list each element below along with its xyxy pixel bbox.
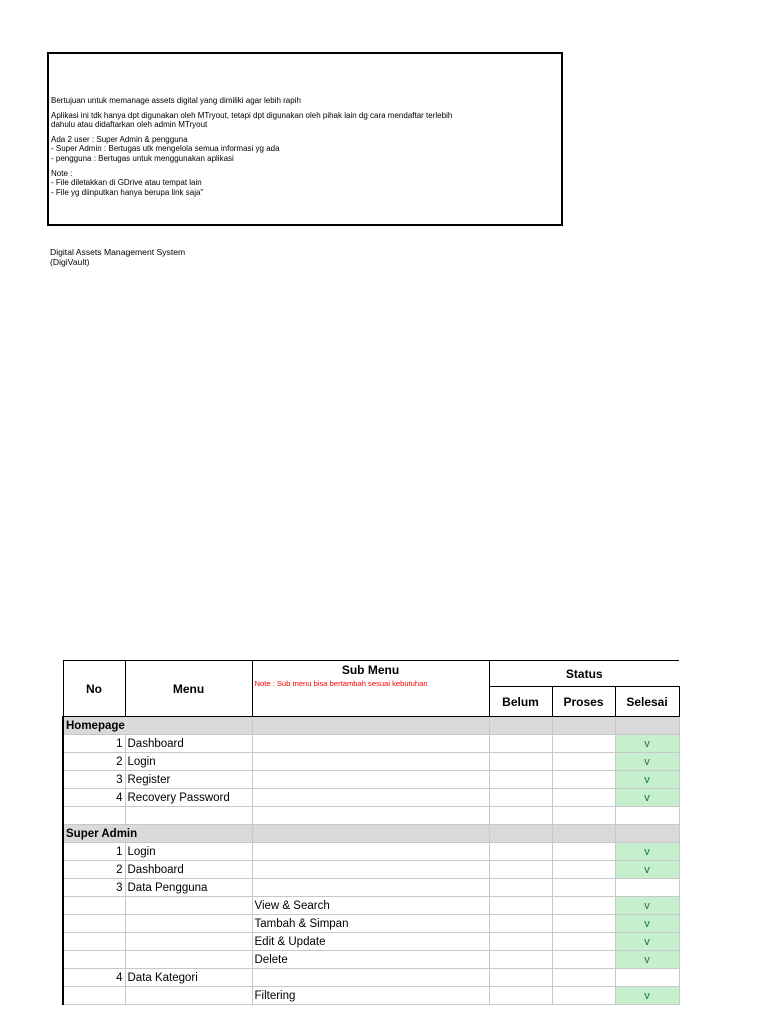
cell-selesai <box>615 717 679 735</box>
cell-sub-menu <box>252 735 489 753</box>
cell-selesai <box>615 879 679 897</box>
cell-menu <box>125 933 252 951</box>
cell-proses <box>552 825 615 843</box>
usage-line-2: dahulu atau didaftarkan oleh admin MTryout <box>51 120 208 130</box>
cell-belum <box>489 807 552 825</box>
table-row <box>63 879 679 897</box>
table-row <box>63 807 679 825</box>
table-row <box>63 969 679 987</box>
app-title-block <box>50 247 185 267</box>
table-row <box>63 915 679 933</box>
cell-selesai: v <box>615 753 679 771</box>
cell-menu <box>125 897 252 915</box>
cell-proses <box>552 843 615 861</box>
cell-no <box>63 933 125 951</box>
app-name: Digital Assets Management System <box>50 247 186 257</box>
cell-menu <box>125 807 252 825</box>
cell-selesai <box>615 969 679 987</box>
note-line-1: - File diletakkan di GDrive atau tempat lain <box>51 178 202 188</box>
cell-belum <box>489 951 552 969</box>
cell-sub-menu <box>252 717 489 735</box>
header-sub-menu <box>252 661 489 717</box>
table-row <box>63 987 679 1005</box>
cell-selesai: v <box>615 951 679 969</box>
header-status: Status <box>489 661 679 687</box>
cell-belum <box>489 771 552 789</box>
users-line-1: Ada 2 user : Super Admin & pengguna <box>51 134 188 144</box>
cell-proses <box>552 879 615 897</box>
section-row <box>63 825 679 843</box>
cell-proses <box>552 933 615 951</box>
feature-status-table <box>62 660 680 1005</box>
cell-belum <box>489 789 552 807</box>
cell-no: 2 <box>63 753 125 771</box>
cell-no: Homepage <box>63 717 252 735</box>
cell-proses <box>552 717 615 735</box>
cell-proses <box>552 807 615 825</box>
cell-menu: Register <box>125 771 252 789</box>
header-menu: Menu <box>125 661 252 717</box>
cell-no: 4 <box>63 789 125 807</box>
cell-no: 2 <box>63 861 125 879</box>
cell-no: Super Admin <box>63 825 252 843</box>
cell-selesai <box>615 825 679 843</box>
cell-menu: Data Pengguna <box>125 879 252 897</box>
cell-no: 1 <box>63 843 125 861</box>
table-row <box>63 789 679 807</box>
cell-selesai: v <box>615 987 679 1005</box>
table-row <box>63 951 679 969</box>
cell-proses <box>552 951 615 969</box>
cell-sub-menu: View & Search <box>252 897 489 915</box>
cell-proses <box>552 789 615 807</box>
cell-menu: Login <box>125 753 252 771</box>
cell-proses <box>552 969 615 987</box>
users-text <box>51 135 561 164</box>
section-row <box>63 717 679 735</box>
header-no: No <box>63 661 125 717</box>
purpose-text <box>51 96 561 106</box>
cell-selesai: v <box>615 915 679 933</box>
purpose-line: Bertujuan untuk memanage assets digital yang dimiliki agar lebih rapih <box>51 96 301 105</box>
cell-selesai: v <box>615 789 679 807</box>
users-line-2: - Super Admin : Bertugas utk mengelola semua informasi yg ada <box>51 144 280 154</box>
cell-sub-menu: Edit & Update <box>252 933 489 951</box>
cell-sub-menu <box>252 861 489 879</box>
cell-sub-menu <box>252 789 489 807</box>
cell-sub-menu <box>252 807 489 825</box>
cell-no: 1 <box>63 735 125 753</box>
usage-text <box>51 111 561 130</box>
users-line-3: - pengguna : Bertugas untuk menggunakan aplikasi <box>51 153 234 163</box>
header-proses: Proses <box>552 687 615 717</box>
table-row <box>63 861 679 879</box>
cell-sub-menu: Delete <box>252 951 489 969</box>
app-short-name: (DigiVault) <box>50 257 90 267</box>
cell-belum <box>489 879 552 897</box>
cell-proses <box>552 735 615 753</box>
table-row <box>63 771 679 789</box>
note-line-2: - File yg diinputkan hanya berupa link saja" <box>51 187 204 197</box>
header-belum: Belum <box>489 687 552 717</box>
cell-no: 4 <box>63 969 125 987</box>
note-title: Note : <box>51 168 73 178</box>
description-box <box>47 52 563 226</box>
cell-belum <box>489 897 552 915</box>
cell-sub-menu: Filtering <box>252 987 489 1005</box>
cell-belum <box>489 735 552 753</box>
table-row <box>63 843 679 861</box>
cell-no <box>63 987 125 1005</box>
cell-selesai <box>615 807 679 825</box>
cell-menu: Dashboard <box>125 861 252 879</box>
cell-belum <box>489 843 552 861</box>
cell-proses <box>552 771 615 789</box>
cell-sub-menu <box>252 771 489 789</box>
table-row <box>63 897 679 915</box>
usage-line-1: Aplikasi ini tdk hanya dpt digunakan oleh MTryout, tetapi dpt digunakan oleh pihak lain dg cara mendaftar terlebih <box>51 110 453 120</box>
cell-sub-menu <box>252 969 489 987</box>
cell-no <box>63 807 125 825</box>
cell-menu <box>125 951 252 969</box>
cell-belum <box>489 987 552 1005</box>
cell-sub-menu <box>252 753 489 771</box>
cell-belum <box>489 753 552 771</box>
cell-selesai: v <box>615 861 679 879</box>
cell-menu <box>125 915 252 933</box>
cell-no: 3 <box>63 771 125 789</box>
cell-proses <box>552 987 615 1005</box>
cell-proses <box>552 753 615 771</box>
cell-menu: Recovery Password <box>125 789 252 807</box>
cell-proses <box>552 897 615 915</box>
table-row <box>63 735 679 753</box>
cell-no <box>63 951 125 969</box>
cell-sub-menu: Tambah & Simpan <box>252 915 489 933</box>
cell-proses <box>552 915 615 933</box>
cell-sub-menu <box>252 843 489 861</box>
table-body <box>63 717 679 1005</box>
cell-belum <box>489 933 552 951</box>
cell-sub-menu <box>252 825 489 843</box>
cell-belum <box>489 915 552 933</box>
cell-belum <box>489 825 552 843</box>
table-row <box>63 933 679 951</box>
sub-menu-title: Sub Menu <box>341 663 400 677</box>
cell-menu: Data Kategori <box>125 969 252 987</box>
cell-no: 3 <box>63 879 125 897</box>
cell-menu <box>125 987 252 1005</box>
cell-selesai: v <box>615 843 679 861</box>
cell-sub-menu <box>252 879 489 897</box>
table-row <box>63 753 679 771</box>
cell-selesai: v <box>615 897 679 915</box>
cell-proses <box>552 861 615 879</box>
cell-belum <box>489 861 552 879</box>
cell-menu: Login <box>125 843 252 861</box>
cell-no <box>63 897 125 915</box>
cell-belum <box>489 717 552 735</box>
cell-selesai: v <box>615 771 679 789</box>
cell-selesai: v <box>615 933 679 951</box>
cell-no <box>63 915 125 933</box>
cell-belum <box>489 969 552 987</box>
note-text <box>51 169 561 198</box>
sub-menu-note: Note : Sub menu bisa bertambah sesuai kebutuhan <box>254 679 428 688</box>
header-selesai: Selesai <box>615 687 679 717</box>
cell-selesai: v <box>615 735 679 753</box>
cell-menu: Dashboard <box>125 735 252 753</box>
